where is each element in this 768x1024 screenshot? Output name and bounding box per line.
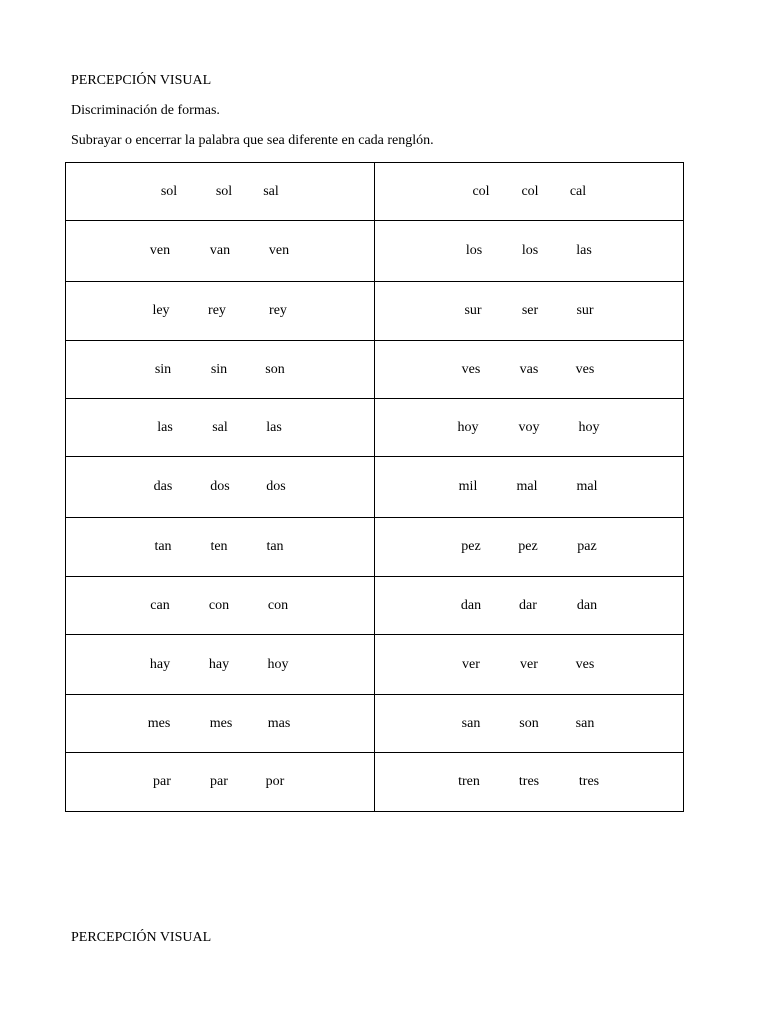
word-cell-right [375, 221, 684, 282]
word-option[interactable]: col [521, 183, 539, 199]
word-option[interactable]: los [521, 243, 539, 258]
word-cell-right [375, 577, 684, 635]
table-row [66, 282, 684, 341]
word-table-body [66, 163, 684, 812]
word-group [375, 695, 683, 752]
word-option[interactable]: los [465, 243, 483, 258]
next-page-title: PERCEPCIÓN VISUAL [71, 930, 212, 945]
word-group [375, 518, 683, 576]
word-option[interactable]: mes [209, 715, 233, 731]
word-group [66, 341, 374, 398]
word-group [375, 753, 683, 811]
word-option[interactable]: sal [263, 183, 279, 199]
word-option[interactable]: las [266, 419, 282, 435]
word-option[interactable]: voy [518, 419, 540, 435]
word-option[interactable]: dos [266, 479, 286, 494]
word-option[interactable]: san [461, 715, 481, 731]
word-option[interactable]: dan [460, 597, 482, 613]
word-option[interactable]: can [150, 597, 170, 613]
word-option[interactable]: san [575, 715, 595, 731]
page-title: PERCEPCIÓN VISUAL [71, 73, 212, 88]
word-cell-right [375, 635, 684, 695]
word-group [66, 695, 374, 752]
word-cell-left [66, 753, 375, 812]
word-option[interactable]: dar [519, 597, 537, 613]
word-cell-left [66, 518, 375, 577]
word-option[interactable]: col [472, 183, 490, 199]
word-group [66, 635, 374, 694]
table-row [66, 518, 684, 577]
word-cell-right [375, 457, 684, 518]
word-option[interactable]: ves [575, 656, 595, 672]
word-group [375, 577, 683, 634]
word-option[interactable]: son [265, 361, 285, 377]
word-cell-left [66, 695, 375, 753]
word-option[interactable]: tres [518, 774, 540, 789]
word-cell-right [375, 695, 684, 753]
word-option[interactable]: mal [576, 479, 598, 494]
word-cell-right [375, 753, 684, 812]
word-option[interactable]: ves [461, 361, 481, 377]
word-cell-right [375, 341, 684, 399]
table-row [66, 221, 684, 282]
word-option[interactable]: pez [518, 539, 538, 554]
word-option[interactable]: mes [147, 715, 171, 731]
word-group [66, 282, 374, 340]
word-option[interactable]: mil [458, 479, 478, 494]
word-option[interactable]: las [157, 419, 173, 435]
word-option[interactable]: hoy [267, 656, 289, 672]
word-option[interactable]: vas [519, 361, 539, 377]
word-group [375, 399, 683, 456]
word-option[interactable]: sin [154, 361, 172, 377]
word-option[interactable]: par [153, 774, 171, 789]
word-group [66, 753, 374, 811]
word-option[interactable]: con [267, 597, 289, 613]
word-option[interactable]: hay [208, 656, 230, 672]
table-row [66, 163, 684, 221]
word-option[interactable]: por [265, 774, 285, 789]
word-option[interactable]: tren [458, 774, 480, 789]
word-option[interactable]: dan [576, 597, 598, 613]
table-row [66, 753, 684, 812]
word-option[interactable]: ley [152, 303, 170, 318]
word-option[interactable]: sal [212, 419, 228, 435]
word-cell-left [66, 341, 375, 399]
word-option[interactable]: ver [462, 656, 480, 672]
word-option[interactable]: ven [268, 243, 290, 258]
word-group [66, 518, 374, 576]
table-row [66, 577, 684, 635]
word-option[interactable]: sin [210, 361, 228, 377]
word-option[interactable]: sur [464, 303, 482, 318]
word-option[interactable]: ven [149, 243, 171, 258]
instruction-text: Subrayar o encerrar la palabra que sea diferente en cada renglón. [71, 133, 434, 148]
word-group [375, 163, 683, 220]
word-option[interactable]: mal [516, 479, 538, 494]
word-option[interactable]: las [576, 243, 592, 258]
word-table [65, 162, 684, 812]
word-group [66, 221, 374, 281]
word-group [66, 577, 374, 634]
word-group [375, 282, 683, 340]
word-cell-left [66, 635, 375, 695]
section-subtitle: Discriminación de formas. [71, 103, 220, 118]
word-group [375, 341, 683, 398]
word-option[interactable]: sol [160, 183, 178, 199]
word-group [66, 163, 374, 220]
table-row [66, 635, 684, 695]
word-option[interactable]: rey [269, 303, 287, 318]
table-row [66, 695, 684, 753]
word-group [375, 635, 683, 694]
word-option[interactable]: ves [575, 361, 595, 377]
table-row [66, 341, 684, 399]
word-option[interactable]: rey [208, 303, 226, 318]
word-option[interactable]: hoy [578, 419, 600, 435]
word-cell-left [66, 399, 375, 457]
word-group [66, 399, 374, 456]
word-option[interactable]: mas [267, 715, 291, 731]
word-option[interactable]: pez [461, 539, 481, 554]
word-cell-right [375, 163, 684, 221]
word-option[interactable]: son [519, 715, 539, 731]
word-cell-left [66, 163, 375, 221]
word-option[interactable]: tan [154, 539, 172, 554]
word-option[interactable]: das [153, 479, 173, 494]
table-row [66, 457, 684, 518]
word-option[interactable]: sol [215, 183, 233, 199]
word-option[interactable]: hay [149, 656, 171, 672]
word-option[interactable]: ver [520, 656, 538, 672]
word-option[interactable]: tres [578, 774, 600, 789]
word-option[interactable]: paz [577, 539, 597, 554]
word-option[interactable]: dos [210, 479, 230, 494]
word-group [66, 457, 374, 517]
word-cell-right [375, 399, 684, 457]
word-option[interactable]: tan [266, 539, 284, 554]
table-row [66, 399, 684, 457]
word-option[interactable]: van [209, 243, 231, 258]
word-cell-left [66, 282, 375, 341]
word-cell-left [66, 221, 375, 282]
word-cell-right [375, 518, 684, 577]
word-option[interactable]: cal [569, 183, 587, 199]
word-option[interactable]: ten [210, 539, 228, 554]
word-option[interactable]: sur [576, 303, 594, 318]
word-option[interactable]: ser [521, 303, 539, 318]
word-option[interactable]: con [208, 597, 230, 613]
word-group [375, 457, 683, 517]
word-cell-left [66, 577, 375, 635]
word-cell-left [66, 457, 375, 518]
word-cell-right [375, 282, 684, 341]
word-group [375, 221, 683, 281]
word-option[interactable]: par [210, 774, 228, 789]
word-option[interactable]: hoy [457, 419, 479, 435]
